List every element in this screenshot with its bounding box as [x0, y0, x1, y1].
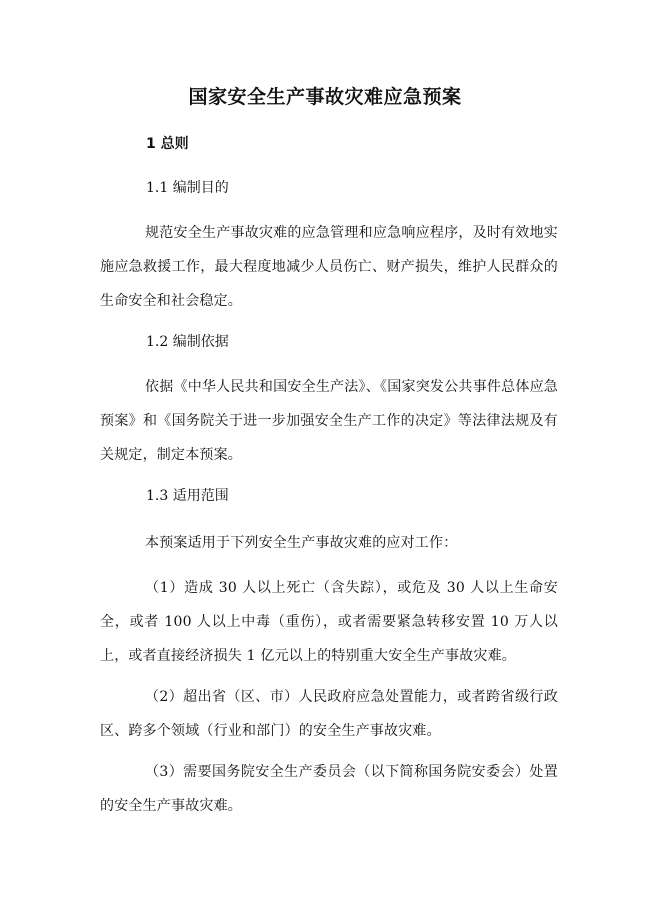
paragraph-scope-intro: 本预案适用于下列安全生产事故灾难的应对工作：: [145, 535, 458, 551]
list-item-scope-3: （3）需要国务院安全生产委员会（以下简称国务院安委会）处置的安全生产事故灾难。: [100, 764, 558, 814]
document-title: 国家安全生产事故灾难应急预案: [188, 86, 462, 108]
section-heading-general: 1 总则: [146, 136, 189, 152]
list-item-scope-2: （2）超出省（区、市）人民政府应急处置能力，或者跨省级行政区、跨多个领域（行业和部门）的安全生产事故灾难。: [100, 689, 558, 739]
section-heading-basis: 1.2 编制依据: [146, 334, 229, 350]
section-heading-purpose: 1.1 编制目的: [146, 180, 229, 196]
paragraph-basis: 依据《中华人民共和国安全生产法》、《国家突发公共事件总体应急预案》和《国务院关于进一步加强安全生产工作的决定》等法律法规及有关规定，制定本预案。: [100, 379, 558, 463]
paragraph-purpose: 规范安全生产事故灾难的应急管理和应急响应程序，及时有效地实施应急救援工作，最大程度地减少人员伤亡、财产损失，维护人民群众的生命安全和社会稳定。: [100, 225, 558, 309]
list-item-scope-1: （1）造成 30 人以上死亡（含失踪），或危及 30 人以上生命安全，或者 100 人以上中毒（重伤），或者需要紧急转移安置 10 万人以上，或者直接经济损失 1 亿元以上的特别重大安全生产事故灾难。: [100, 580, 558, 664]
section-heading-scope: 1.3 适用范围: [146, 488, 229, 504]
